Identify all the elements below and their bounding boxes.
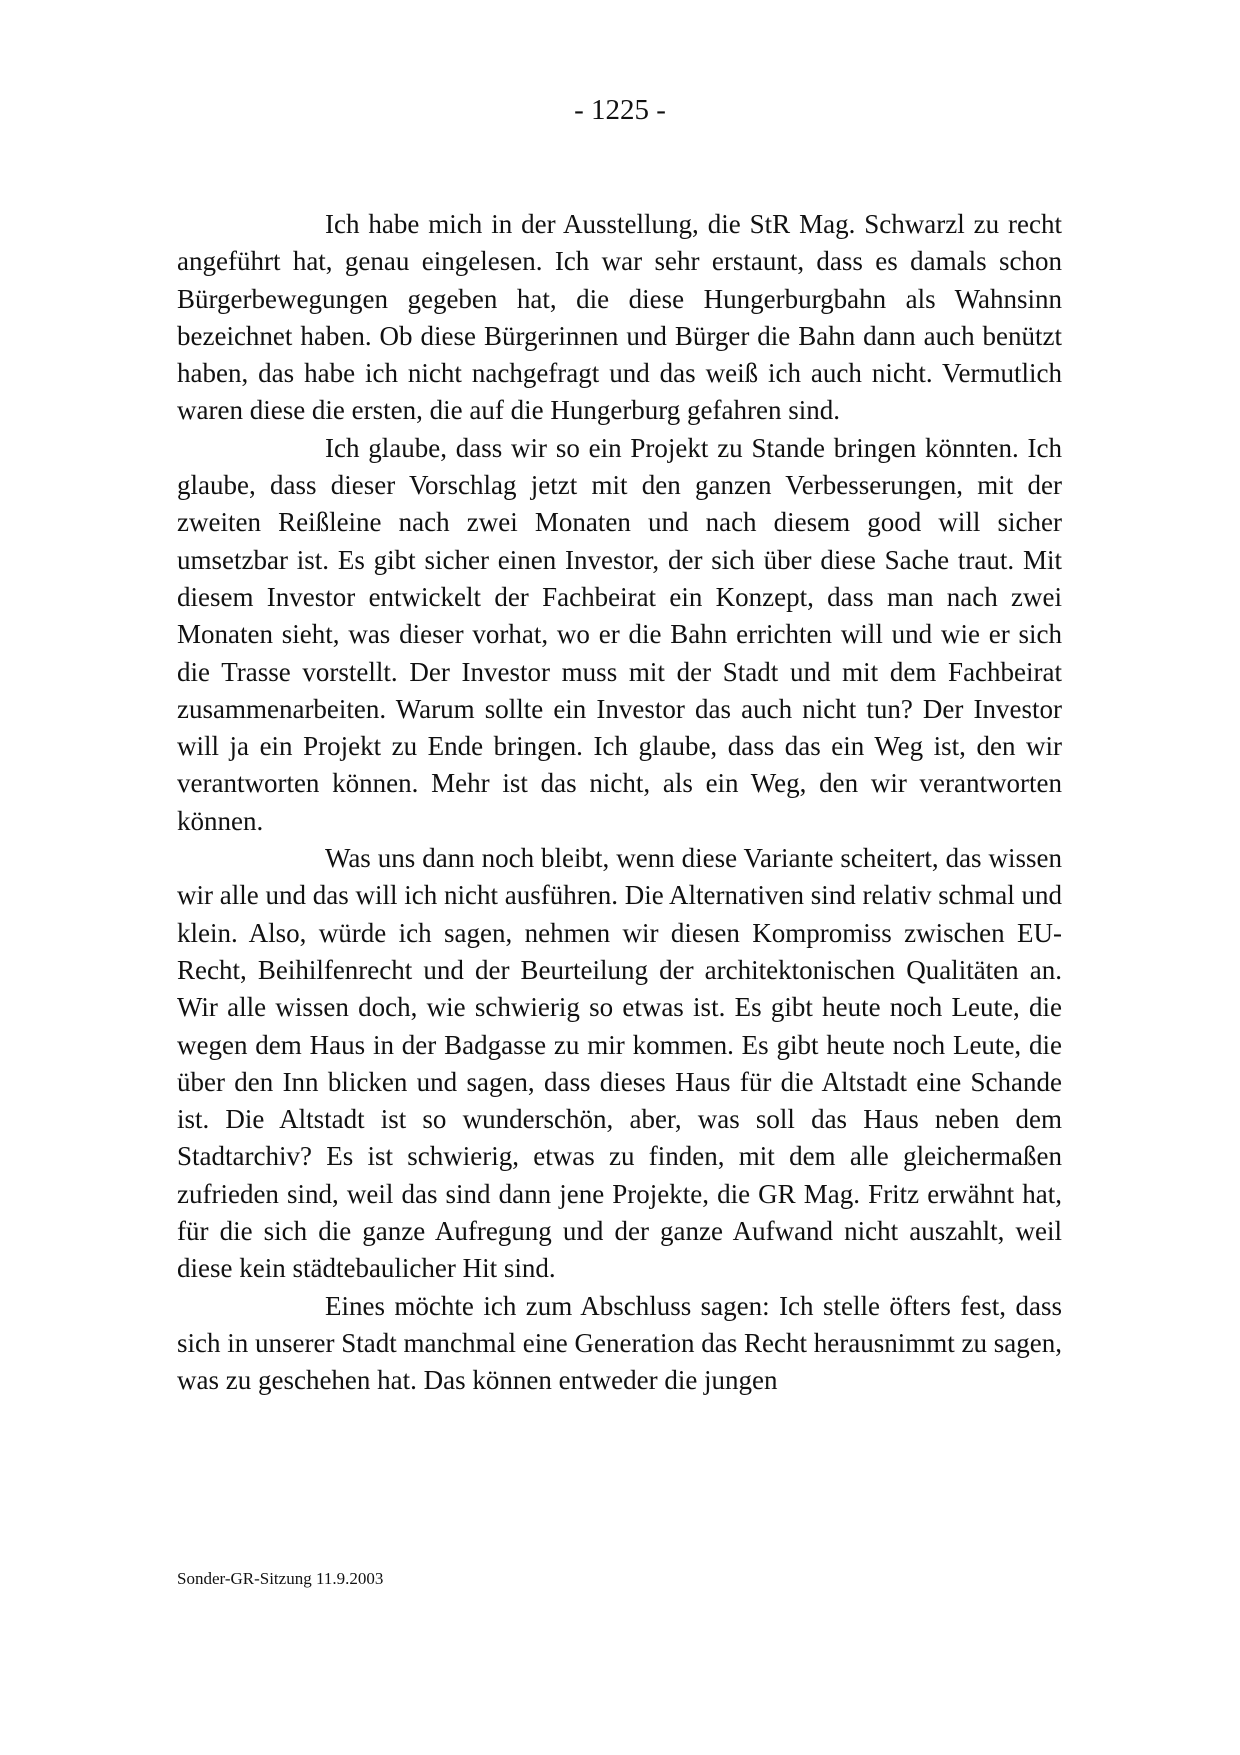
paragraph-4: Eines möchte ich zum Abschluss sagen: Ich stelle öfters fest, dass sich in unserer Stadt manchmal eine Generation das Recht herausnimmt zu sagen, was zu geschehen hat. Das können entweder die jungen — [177, 1290, 1062, 1396]
paragraph-3: Was uns dann noch bleibt, wenn diese Variante scheitert, das wissen wir alle und das will ich nicht ausführen. Die Alternativen sind relativ schmal und klein. Also, würde ich sagen, nehmen wir diesen Kompromiss zwischen EU-Recht, Beihilfenrecht und der Beurteilung der architektonischen Qualitäten an. Wir alle wissen doch, wie schwierig so etwas ist. Es gibt heute noch Leute, die wegen dem Haus in der Badgasse zu mir kommen. Es gibt heute noch Leute, die über den Inn blicken und sagen, dass dieses Haus für die Altstadt eine Schande ist. Die Altstadt ist so wunderschön, aber, was soll das Haus neben dem Stadtarchiv? Es ist schwierig, etwas zu finden, mit dem alle gleichermaßen zufrieden sind, weil das sind dann jene Projekte, die GR Mag. Fritz erwähnt hat, für die sich die ganze Aufregung und der ganze Aufwand nicht auszahlt, weil diese kein städtebaulicher Hit sind. — [177, 843, 1062, 1284]
paragraph-2: Ich glaube, dass wir so ein Projekt zu Stande bringen könnten. Ich glaube, dass dieser Vorschlag jetzt mit den ganzen Verbesserungen, mit der zweiten Reißleine nach zwei Monaten und nach diesem good will sicher umsetzbar ist. Es gibt sicher einen Investor, der sich über diese Sache traut. Mit diesem Investor entwickelt der Fachbeirat ein Konzept, dass man nach zwei Monaten sieht, was dieser vorhat, wo er die Bahn errichten will und wie er sich die Trasse vorstellt. Der Investor muss mit der Stadt und mit dem Fachbeirat zusammenarbeiten. Warum sollte ein Investor das auch nicht tun? Der Investor will ja ein Projekt zu Ende bringen. Ich glaube, dass das ein Weg ist, den wir verantworten können. Mehr ist das nicht, als ein Weg, den wir verantworten können. — [177, 432, 1062, 836]
document-body — [177, 206, 1062, 1400]
page-number: - 1225 - — [574, 94, 666, 126]
footer-session-label: Sonder-GR-Sitzung 11.9.2003 — [177, 1569, 384, 1588]
paragraph-1: Ich habe mich in der Ausstellung, die StR Mag. Schwarzl zu recht angeführt hat, genau eingelesen. Ich war sehr erstaunt, dass es damals schon Bürgerbewegungen gegeben hat, die diese Hungerburgbahn als Wahnsinn bezeichnet haben. Ob diese Bürgerinnen und Bürger die Bahn dann auch benützt haben, das habe ich nicht nachgefragt und das weiß ich auch nicht. Vermutlich waren diese die ersten, die auf die Hungerburg gefahren sind. — [177, 209, 1062, 426]
